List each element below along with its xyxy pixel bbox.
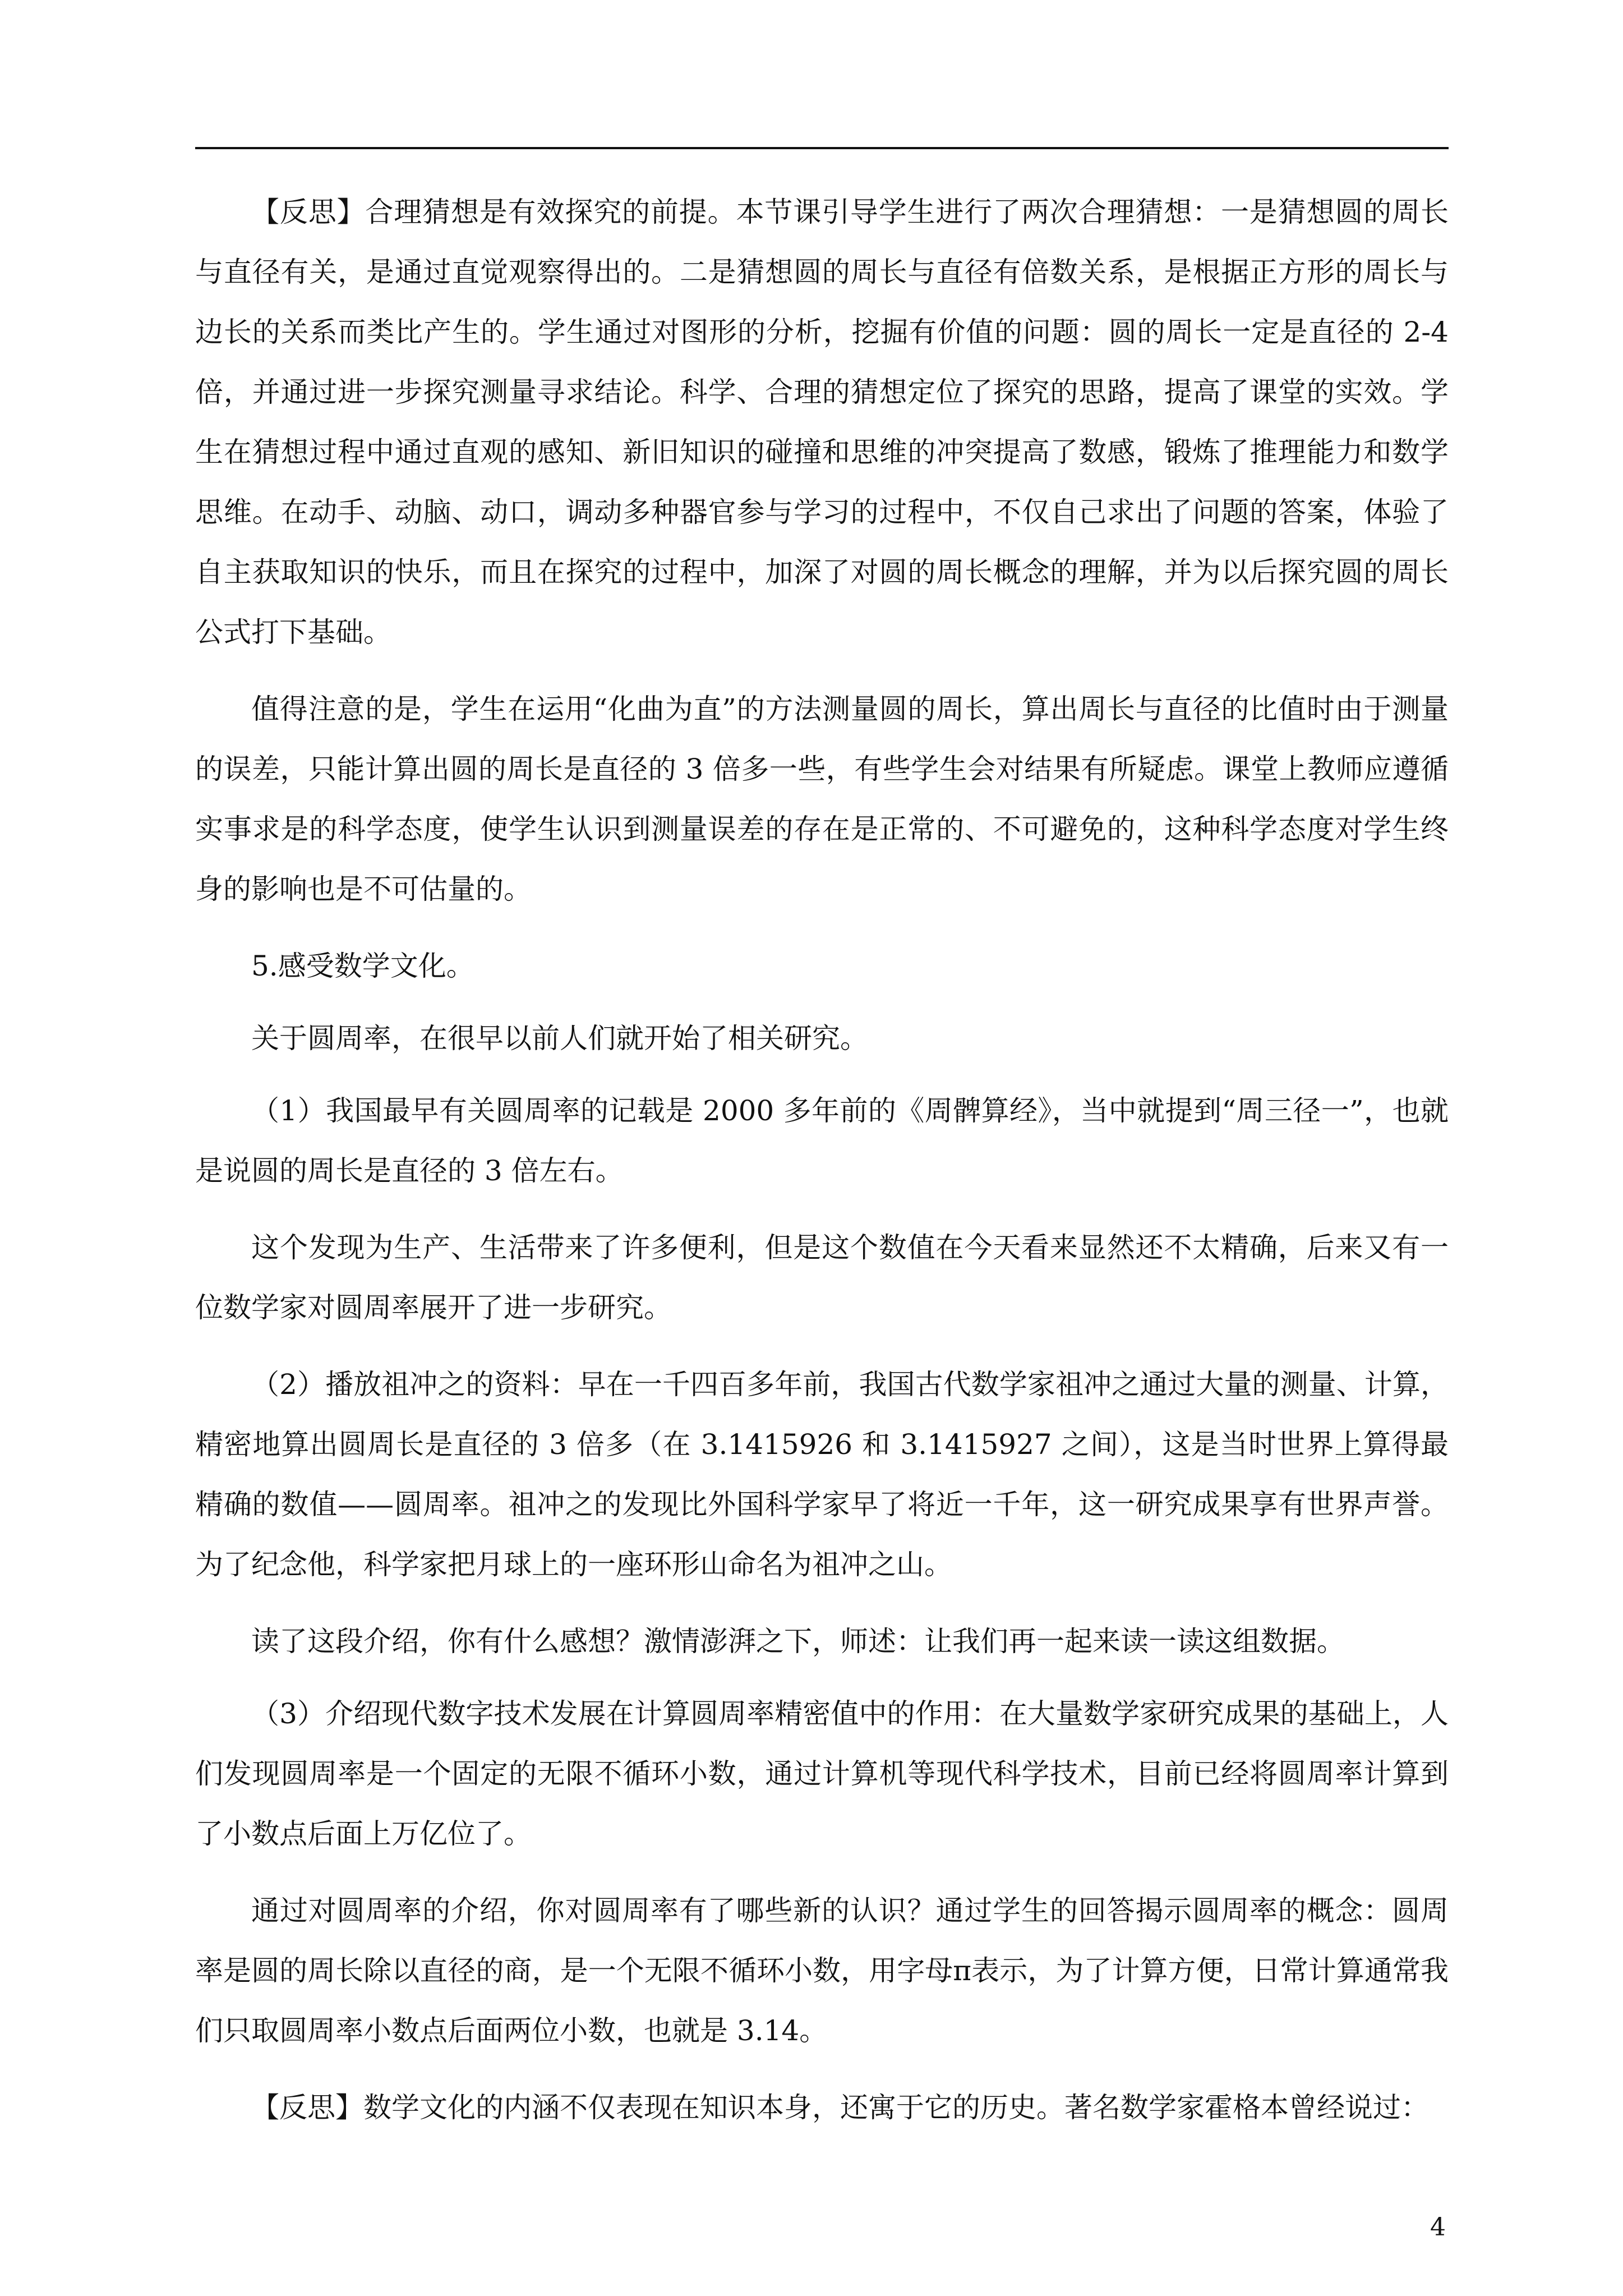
paragraph-pi-history-intro: 关于圆周率，在很早以前人们就开始了相关研究。 bbox=[251, 1022, 868, 1055]
paragraph-modern-computation: （3）介绍现代数字技术发展在计算圆周率精密值中的作用：在大量数学家研究成果的基础上，人们发现圆周率是一个固定的无限不循环小数，通过计算机等现代科学技术，目前已经将圆周率计算到了小数点后面上万亿位了。 bbox=[195, 1697, 1449, 1850]
section-heading-math-culture: 5.感受数学文化。 bbox=[251, 950, 474, 982]
paragraph-reflection-guessing: 【反思】合理猜想是有效探究的前提。本节课引导学生进行了两次合理猜想：一是猜想圆的周长与直径有关，是通过直觉观察得出的。二是猜想圆的周长与直径有倍数关系，是根据正方形的周长与边长的关系而类比产生的。学生通过对图形的分析，挖掘有价值的问题：圆的周长一定是直径的 2-4 倍，并通过进一步探究测量寻求结论。科学、合理的猜想定位了探究的思路，提高了课堂的实效。学生在猜想过程中通过直观的感知、新旧知识的碰撞和思维的冲突提高了数感，锻炼了推理能力和数学思维。在动手、动脑、动口，调动多种器官参与学习的过程中，不仅自己求出了问题的答案，体验了自主获取知识的快乐，而且在探究的过程中，加深了对圆的周长概念的理解，并为以后探究圆的周长公式打下基础。 bbox=[195, 196, 1449, 648]
paragraph-reflection-culture: 【反思】数学文化的内涵不仅表现在知识本身，还寓于它的历史。著名数学家霍格本曾经说过： bbox=[251, 2091, 1429, 2124]
paragraph-pi-concept: 通过对圆周率的介绍，你对圆周率有了哪些新的认识？通过学生的回答揭示圆周率的概念：圆周率是圆的周长除以直径的商，是一个无限不循环小数，用字母π表示，为了计算方便，日常计算通常我们只取圆周率小数点后面两位小数，也就是 3.14。 bbox=[195, 1894, 1449, 2047]
paragraph-reading-reflection: 读了这段介绍，你有什么感想？激情澎湃之下，师述：让我们再一起来读一读这组数据。 bbox=[251, 1625, 1345, 1658]
page-number: 4 bbox=[1430, 2213, 1446, 2242]
paragraph-further-research: 这个发现为生产、生活带来了许多便利，但是这个数值在今天看来显然还不太精确，后来又有一位数学家对圆周率展开了进一步研究。 bbox=[195, 1231, 1449, 1324]
header-rule bbox=[195, 147, 1449, 149]
paragraph-zu-chongzhi: （2）播放祖冲之的资料：早在一千四百多年前，我国古代数学家祖冲之通过大量的测量、计算，精密地算出圆周长是直径的 3 倍多（在 3.1415926 和 3.1415927 之间），这是当时世界上算得最精确的数值——圆周率。祖冲之的发现比外国科学家早了将近一千年，这一研究成果享有世界声誉。为了纪念他，科学家把月球上的一座环形山命名为祖冲之山。 bbox=[195, 1368, 1449, 1581]
paragraph-zhoubi-suanjing: （1）我国最早有关圆周率的记载是 2000 多年前的《周髀算经》，当中就提到“周三径一”，也就是说圆的周长是直径的 3 倍左右。 bbox=[195, 1094, 1449, 1187]
paragraph-measurement-error: 值得注意的是，学生在运用“化曲为直”的方法测量圆的周长，算出周长与直径的比值时由于测量的误差，只能计算出圆的周长是直径的 3 倍多一些，有些学生会对结果有所疑虑。课堂上教师应遵循实事求是的科学态度，使学生认识到测量误差的存在是正常的、不可避免的，这种科学态度对学生终身的影响也是不可估量的。 bbox=[195, 693, 1449, 905]
document-body bbox=[195, 182, 1449, 2155]
